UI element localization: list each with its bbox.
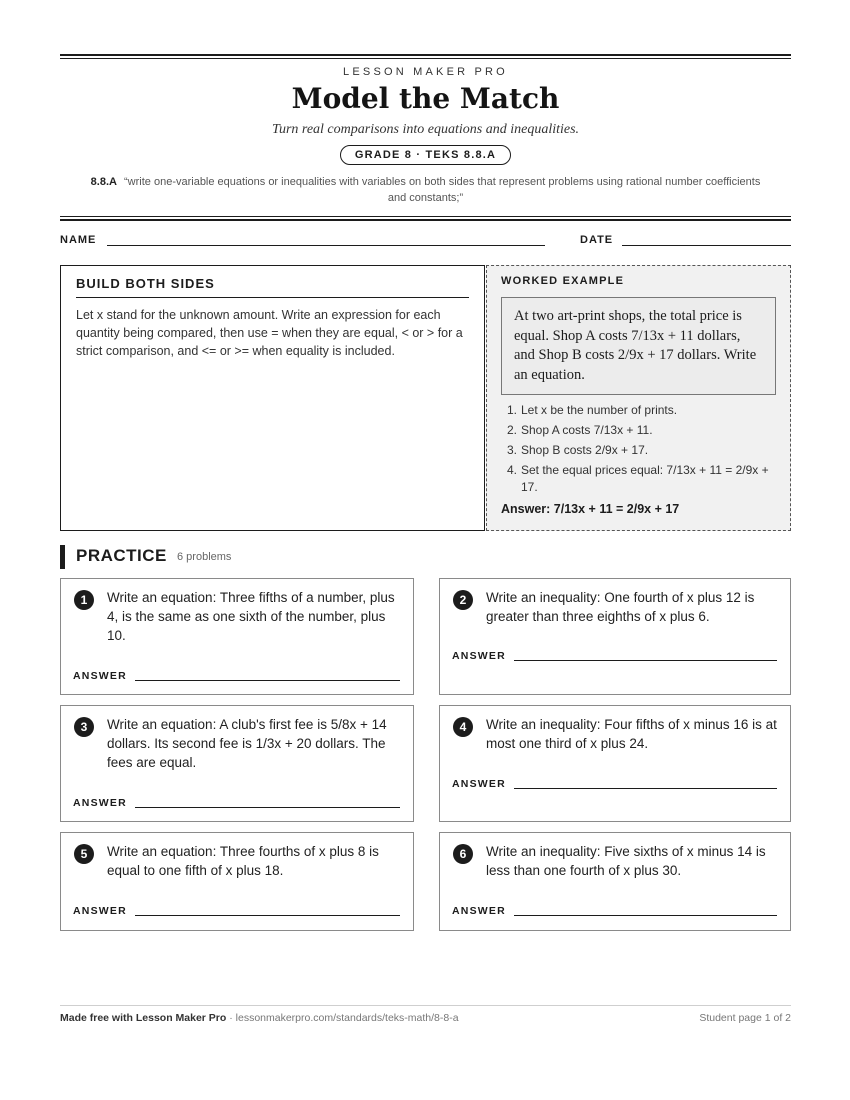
problem-prompt: Write an inequality: One fourth of x plus 12 is greater than three eighths of x plus 6. — [486, 590, 755, 624]
problem-prompt: Write an equation: A club's first fee is 5/8x + 14 dollars. Its second fee is 1/3x + 20 dollars. The fees are equal. — [107, 717, 387, 770]
page-title: Model the Match — [291, 82, 560, 115]
header-top-rule — [60, 54, 791, 59]
footer-credit — [60, 1012, 459, 1024]
standard-text: “write one-variable equations or inequalities with variables on both sides that represent problems using rational number coefficients and constants;” — [124, 176, 761, 204]
header-bottom-rule — [60, 216, 791, 221]
answer-label: ANSWER — [452, 778, 506, 790]
example-step: 4. Set the equal prices equal: 7/13x + 11 = 2/9x + 17. — [507, 463, 769, 494]
grade-badge-wrap — [60, 145, 791, 165]
footer-rule — [60, 1005, 791, 1006]
answer-field-6[interactable] — [514, 915, 777, 916]
answer-field-4[interactable] — [514, 788, 777, 789]
problem-card-2 — [439, 578, 791, 695]
answer-field-5[interactable] — [135, 915, 400, 916]
problem-card-3 — [60, 705, 414, 822]
problem-prompt: Write an inequality: Five sixths of x minus 14 is less than one fourth of x plus 30. — [486, 844, 766, 878]
problem-prompt: Write an equation: Three fourths of x plus 8 is equal to one fifth of x plus 18. — [107, 844, 379, 878]
problem-number: 1 — [74, 590, 94, 610]
practice-title: PRACTICE — [76, 546, 167, 565]
grade-badge: GRADE 8 · TEKS 8.8.A — [340, 145, 511, 165]
build-body: Let x stand for the unknown amount. Write an expression for each quantity being compared, then use = when they are equal, < or > for a strict comparison, and <= or >= when equality is included. — [76, 308, 463, 358]
problem-number: 2 — [453, 590, 473, 610]
build-both-sides-panel — [60, 265, 485, 531]
date-label: DATE — [580, 234, 614, 246]
example-answer: Answer: 7/13x + 11 = 2/9x + 17 — [501, 502, 680, 516]
example-step: 3. Shop B costs 2/9x + 17. — [507, 443, 649, 457]
answer-field-3[interactable] — [135, 807, 400, 808]
problem-number: 4 — [453, 717, 473, 737]
example-problem: At two art-print shops, the total price is equal. Shop A costs 7/13x + 11 dollars, and Shop B costs 2/9x + 17 dollars. Write an equation. — [501, 297, 776, 395]
answer-field-2[interactable] — [514, 660, 777, 661]
problem-card-5 — [60, 832, 414, 931]
answer-label: ANSWER — [73, 905, 127, 917]
brand-label: LESSON MAKER PRO — [343, 66, 508, 78]
problem-number: 6 — [453, 844, 473, 864]
problem-number: 3 — [74, 717, 94, 737]
example-step: 2. Shop A costs 7/13x + 11. — [507, 423, 653, 437]
problem-card-6 — [439, 832, 791, 931]
date-field[interactable] — [622, 245, 791, 246]
problem-number: 5 — [74, 844, 94, 864]
answer-label: ANSWER — [452, 650, 506, 662]
build-heading: BUILD BOTH SIDES — [76, 276, 469, 298]
answer-label: ANSWER — [73, 670, 127, 682]
answer-field-1[interactable] — [135, 680, 400, 681]
answer-label: ANSWER — [73, 797, 127, 809]
footer-link[interactable]: · lessonmakerpro.com/standards/teks-math/8-8-a — [226, 1012, 459, 1024]
example-step: 1. Let x be the number of prints. — [507, 403, 678, 417]
name-field[interactable] — [107, 245, 545, 246]
problem-prompt: Write an equation: Three fifths of a number, plus 4, is the same as one sixth of the number, plus 10. — [107, 590, 395, 643]
example-heading: WORKED EXAMPLE — [501, 275, 625, 287]
worksheet-page — [60, 0, 791, 1100]
worked-example-panel — [486, 265, 791, 531]
name-label: NAME — [60, 234, 97, 246]
problem-card-1 — [60, 578, 414, 695]
footer-page-number: Student page 1 of 2 — [699, 1012, 791, 1024]
answer-label: ANSWER — [452, 905, 506, 917]
problem-prompt: Write an inequality: Four fifths of x minus 16 is at most one third of x plus 24. — [486, 717, 777, 751]
standard-code: 8.8.A — [90, 176, 117, 188]
practice-accent-bar — [60, 545, 65, 569]
example-steps — [501, 402, 776, 496]
page-subtitle: Turn real comparisons into equations and inequalities. — [271, 122, 580, 137]
practice-count: 6 problems — [177, 551, 232, 563]
problem-card-4 — [439, 705, 791, 822]
footer-made-with: Made free with Lesson Maker Pro — [60, 1012, 227, 1024]
standard-statement — [80, 174, 771, 206]
